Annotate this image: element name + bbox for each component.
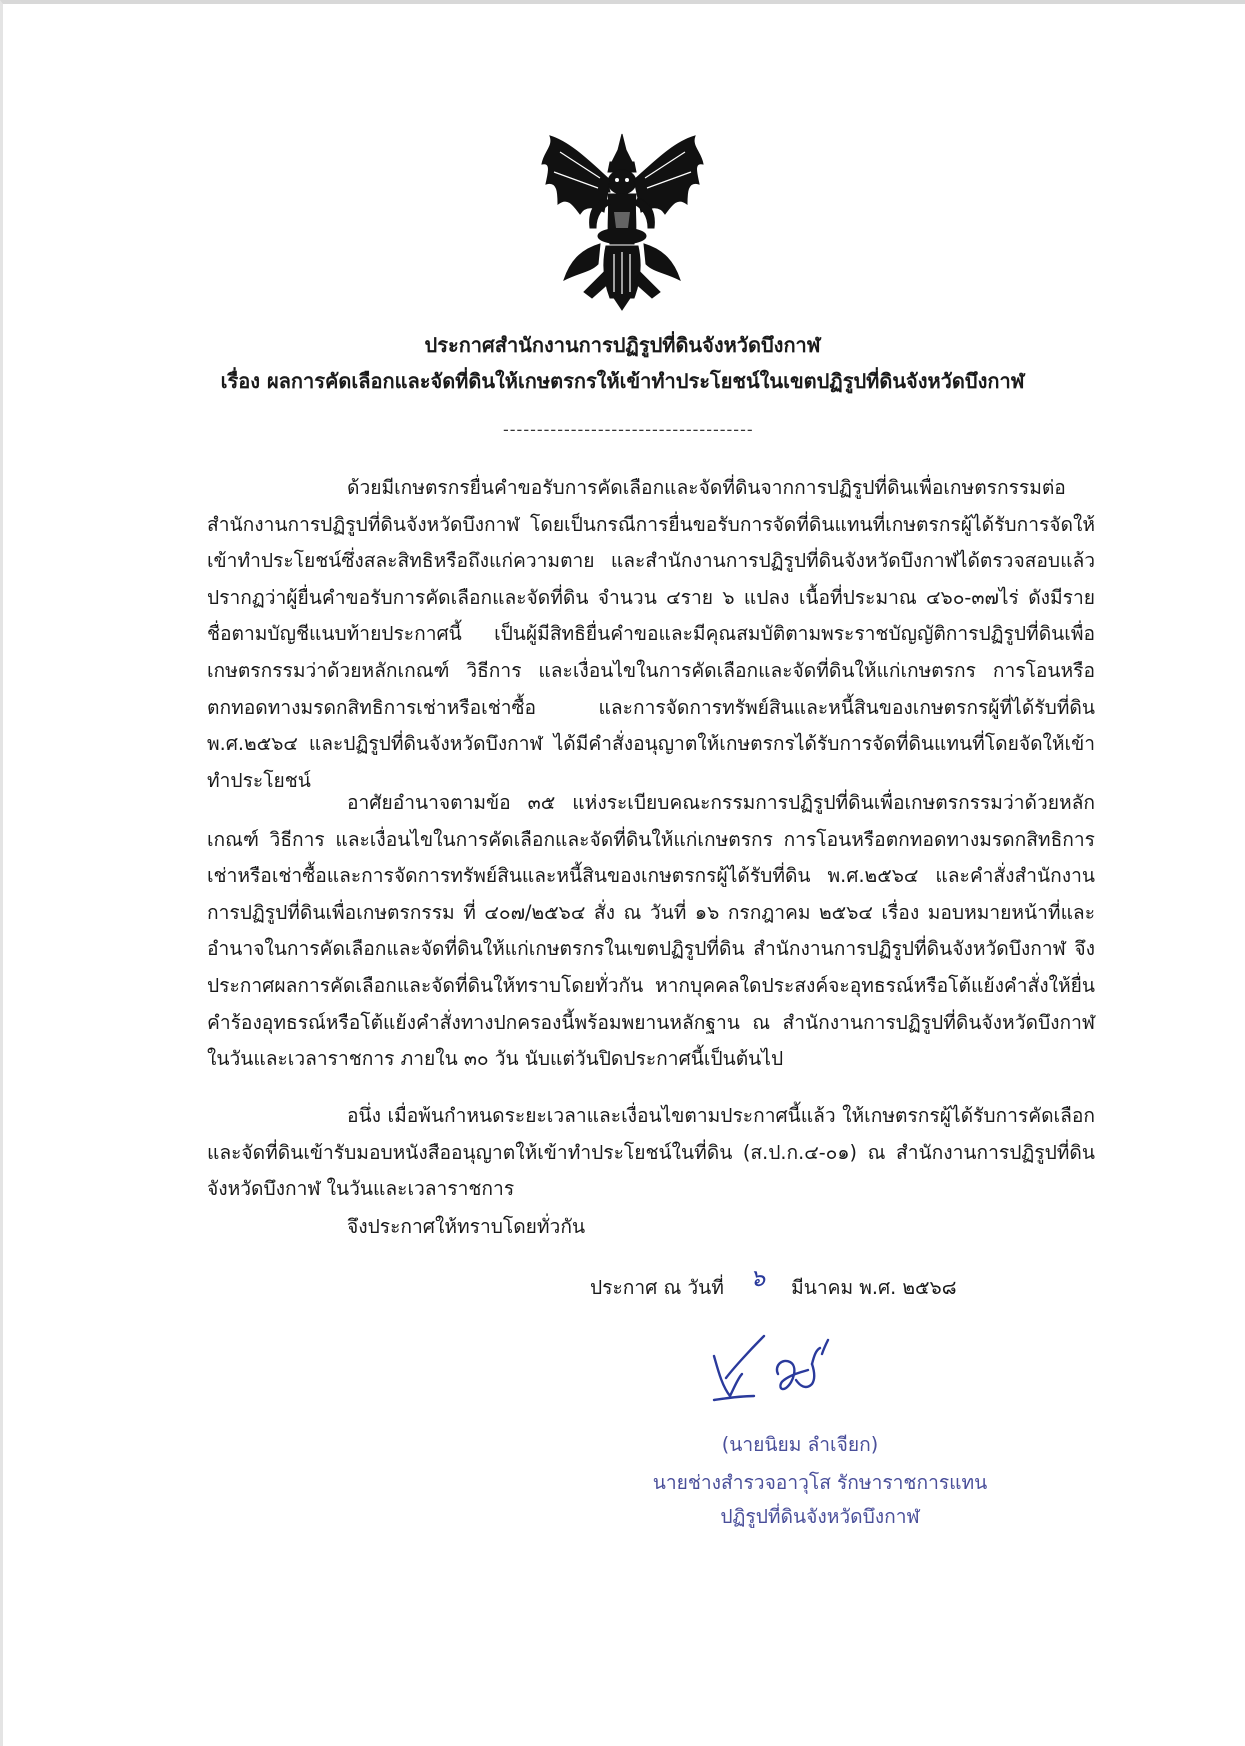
garuda-emblem-icon — [540, 132, 705, 312]
signatory-name: (นายนิยม ลำเจียก) — [721, 1433, 879, 1456]
handwritten-signature — [708, 1330, 858, 1410]
signatory-office: ปฏิรูปที่ดินจังหวัดบึงกาฬ — [720, 1505, 920, 1528]
announcement-subject: เรื่อง ผลการคัดเลือกและจัดที่ดินให้เกษตรกรให้เข้าทำประโยชน์ในเขตปฏิรูปที่ดินจังหวัดบึงกาฬ — [220, 369, 1025, 393]
body-paragraph-1: ด้วยมีเกษตรกรยื่นคำขอรับการคัดเลือกและจัดที่ดินจากการปฏิรูปที่ดินเพื่อเกษตรกรรมต่อสำนักงานการปฏิรูปที่ดินจังหวัดบึงกาฬ โดยเป็นกรณีการยื่นขอรับการจัดที่ดินแทนที่เกษตรกรผู้ได้รับการจัดให้เข้าทำประโยชน์ซึ่งสละสิทธิหรือถึงแก่ความตาย และสำนักงานการปฏิรูปที่ดินจังหวัดบึงกาฬได้ตรวจสอบแล้ว ปรากฏว่าผู้ยื่นคำขอรับการคัดเลือกและจัดที่ดิน จำนวน ๔ราย ๖ แปลง เนื้อที่ประมาณ ๔๖๐-๓๗ไร่ ดังมีรายชื่อตามบัญชีแนบท้ายประกาศนี้ เป็นผู้มีสิทธิยื่นคำขอและมีคุณสมบัติตามพระราชบัญญัติการปฏิรูปที่ดินเพื่อเกษตรกรรมว่าด้วยหลักเกณฑ์ วิธีการ และเงื่อนไขในการคัดเลือกและจัดที่ดินให้แก่เกษตรกร การโอนหรือตกทอดทางมรดกสิทธิการเช่าหรือเช่าซื้อ และการจัดการทรัพย์สินและหนี้สินของเกษตรกรผู้ที่ได้รับที่ดิน พ.ศ.๒๕๖๔ และปฏิรูปที่ดินจังหวัดบึงกาฬ ได้มีคำสั่งอนุญาตให้เกษตรกรได้รับการจัดที่ดินแทนที่โดยจัดให้เข้าทำประโยชน์ — [207, 476, 1095, 792]
date-prefix: ประกาศ ณ วันที่ — [590, 1276, 724, 1299]
announcement-date — [590, 1264, 957, 1306]
date-suffix: มีนาคม พ.ศ. ๒๕๖๘ — [791, 1276, 957, 1299]
closing-statement: จึงประกาศให้ทราบโดยทั่วกัน — [347, 1215, 586, 1238]
signatory-position: นายช่างสำรวจอาวุโส รักษาราชการแทน — [652, 1471, 988, 1494]
date-day-handwritten: ๖ — [749, 1264, 766, 1292]
body-paragraph-3: อนึ่ง เมื่อพ้นกำหนดระยะเวลาและเงื่อนไขตามประกาศนี้แล้ว ให้เกษตรกรผู้ได้รับการคัดเลือกและจัดที่ดินเข้ารับมอบหนังสืออนุญาตให้เข้าทำประโยชน์ในที่ดิน (ส.ป.ก.๔-๐๑) ณ สำนักงานการปฏิรูปที่ดินจังหวัดบึงกาฬ ในวันและเวลาราชการ — [207, 1104, 1095, 1201]
announcement-title: ประกาศสำนักงานการปฏิรูปที่ดินจังหวัดบึงกาฬ — [424, 333, 821, 357]
body-paragraph-2: อาศัยอำนาจตามข้อ ๓๕ แห่งระเบียบคณะกรรมการปฏิรูปที่ดินเพื่อเกษตรกรรมว่าด้วยหลักเกณฑ์ วิธีการ และเงื่อนไขในการคัดเลือกและจัดที่ดินให้แก่เกษตรกร การโอนหรือตกทอดทางมรดกสิทธิการเช่าหรือเช่าซื้อและการจัดการทรัพย์สินและหนี้สินของเกษตรกรผู้ได้รับที่ดิน พ.ศ.๒๕๖๔ และคำสั่งสำนักงานการปฏิรูปที่ดินเพื่อเกษตรกรรม ที่ ๔๐๗/๒๕๖๔ สั่ง ณ วันที่ ๑๖ กรกฎาคม ๒๕๖๔ เรื่อง มอบหมายหน้าที่และอำนาจในการคัดเลือกและจัดที่ดินให้แก่เกษตรกรในเขตปฏิรูปที่ดิน สำนักงานการปฏิรูปที่ดินจังหวัดบึงกาฬ จึงประกาศผลการคัดเลือกและจัดที่ดินให้ทราบโดยทั่วกัน หากบุคคลใดประสงค์จะอุทธรณ์หรือโต้แย้งคำสั่งให้ยื่นคำร้องอุทธรณ์หรือโต้แย้งคำสั่งทางปกครองนี้พร้อมพยานหลักฐาน ณ สำนักงานการปฏิรูปที่ดินจังหวัดบึงกาฬ ในวันและเวลาราชการ ภายใน ๓๐ วัน นับแต่วันปิดประกาศนี้เป็นต้นไป — [207, 791, 1095, 1071]
title-separator: ------------------------------------- — [503, 420, 754, 439]
